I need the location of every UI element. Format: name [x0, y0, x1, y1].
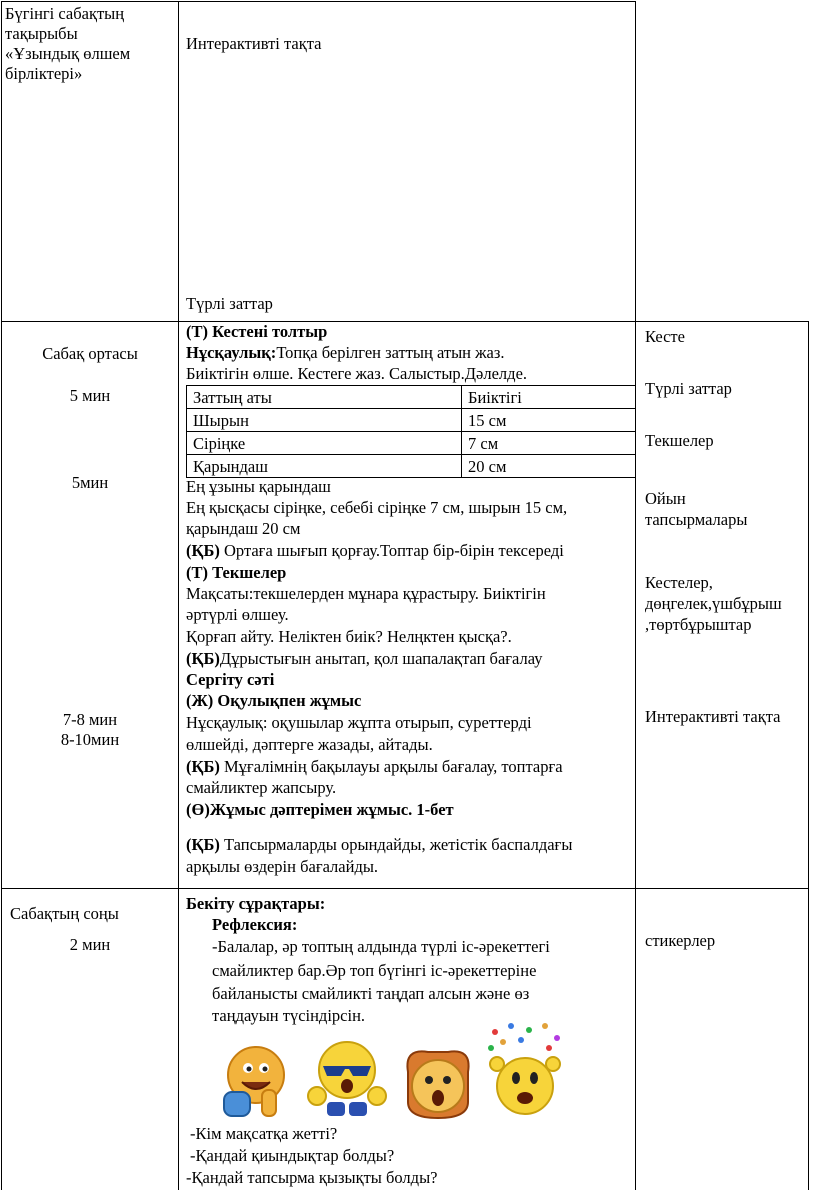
- resource-item: Кесте: [645, 327, 685, 346]
- resource-item: дөңгелек,үшбұрыш: [645, 594, 782, 613]
- table-header-cell: Биіктігі: [462, 386, 636, 409]
- interactive-board-label: Интерактивті тақта: [186, 34, 322, 53]
- instruction-line-1: [186, 343, 505, 363]
- confetti-smiley-icon: [485, 1022, 565, 1122]
- reflection-heading: Рефлексия:: [212, 915, 298, 934]
- table-cell: 20 см: [462, 455, 636, 478]
- textbook-work-heading: (Ж) Оқулықпен жұмыс: [186, 691, 362, 710]
- paragraph: Мақсаты:текшелерден мұнара құрастыру. Биіктігін: [186, 584, 546, 603]
- reflection-text: -Балалар, әр топтың алдында түрлі іс-әрекеттегі: [212, 937, 550, 956]
- reflection-text: байланысты смайликті таңдап алсын және өз: [212, 984, 530, 1003]
- assessment-label: (ҚБ): [186, 757, 220, 776]
- assessment-label: (ҚБ): [186, 541, 220, 560]
- col-divider-2: [635, 1, 636, 1190]
- question-item: -Кім мақсатқа жетті?: [190, 1124, 338, 1143]
- sunglasses-smiley-icon: [305, 1036, 390, 1122]
- reflection-text: таңдауын түсіндірсін.: [212, 1006, 366, 1025]
- assessment-text: Дұрыстығын анытап, қол шапалақтап бағалау: [219, 649, 543, 668]
- warmup-heading: Сергіту сәті: [186, 670, 275, 689]
- table-cell: 7 см: [462, 432, 636, 455]
- resource-item: Интерактивті тақта: [645, 707, 781, 726]
- top-border: [1, 1, 635, 2]
- paragraph: арқылы өздерін бағалайды.: [186, 857, 379, 876]
- assessment-line-4: [186, 835, 572, 855]
- assessment-text: Тапсырмаларды орындайды, жетістік баспалдағы: [219, 835, 573, 854]
- topic-line-2: тақырыбы: [5, 24, 78, 43]
- table-cell: Шырын: [187, 409, 462, 432]
- instruction-text: Топқа берілген заттың атын жаз.: [276, 343, 505, 362]
- table-cell: 15 см: [462, 409, 636, 432]
- task-heading-fill-table: (Т) Кестені толтыр: [186, 322, 328, 341]
- thumbs-up-smiley-icon: [218, 1040, 298, 1122]
- resource-item: Түрлі заттар: [645, 379, 732, 398]
- table-cell: Сіріңке: [187, 432, 462, 455]
- time-2min: 2 мин: [69, 935, 111, 954]
- lesson-middle-title: Сабақ ортасы: [42, 344, 138, 363]
- resource-item: Текшелер: [645, 431, 714, 450]
- time-8-10min: 8-10мин: [60, 730, 120, 749]
- stickers-resource: стикерлер: [645, 931, 716, 950]
- reflection-text: смайликтер бар.Әр топ бүгінгі іс-әрекеттеріне: [212, 961, 537, 980]
- assessment-label: (ҚБ): [186, 835, 220, 854]
- time-5min-1: 5 мин: [69, 386, 111, 405]
- paragraph: смайликтер жапсыру.: [186, 778, 337, 797]
- resource-item: Кестелер,: [645, 573, 713, 592]
- topic-line-4: бірліктері»: [5, 64, 83, 83]
- time-7-8min: 7-8 мин: [62, 710, 118, 729]
- workbook-heading: (Ө)Жұмыс дәптерімен жұмыс. 1-бет: [186, 800, 454, 819]
- paragraph: Нұсқаулық: оқушылар жұпта отырып, суреттерді: [186, 713, 532, 732]
- lesson-end-title: Сабақтың соңы: [10, 904, 119, 923]
- resource-item: Ойын: [645, 489, 686, 508]
- measurement-table: [186, 385, 636, 478]
- instruction-line-2: Биіктігін өлше. Кестеге жаз. Салыстыр.Дәлелде.: [186, 364, 528, 383]
- paragraph: Ең қысқасы сіріңке, себебі сіріңке 7 см, шырын 15 см,: [186, 498, 568, 517]
- paragraph: Ең ұзыны қарындаш: [186, 477, 331, 496]
- col-divider-1: [178, 1, 179, 1190]
- paragraph: өлшейді, дәптерге жазады, айтады.: [186, 735, 433, 754]
- table-row: [187, 409, 636, 432]
- task-heading-cubes: (Т) Текшелер: [186, 563, 287, 582]
- time-5min-2: 5мин: [71, 473, 109, 492]
- review-questions-heading: Бекіту сұрақтары:: [186, 894, 326, 913]
- row-divider-1: [1, 321, 808, 322]
- topic-line-1: Бүгінгі сабақтың: [5, 4, 125, 23]
- table-row: [187, 455, 636, 478]
- resource-item: тапсырмалары: [645, 510, 748, 529]
- topic-line-3: «Ұзындық өлшем: [5, 44, 131, 63]
- resource-item: ,төртбұрыштар: [645, 615, 752, 634]
- paragraph: қарындаш 20 см: [186, 519, 301, 538]
- table-header-row: [187, 386, 636, 409]
- question-item: -Қандай қиындықтар болды?: [190, 1146, 395, 1165]
- table-header-cell: Заттың аты: [187, 386, 462, 409]
- row-divider-2: [1, 888, 808, 889]
- table-row: [187, 432, 636, 455]
- assessment-line-3: [186, 757, 563, 777]
- left-border: [1, 1, 2, 1190]
- assessment-label: (ҚБ): [186, 649, 220, 668]
- right-border: [808, 321, 809, 1190]
- various-items-label: Түрлі заттар: [186, 294, 273, 313]
- surprised-smiley-icon: [398, 1042, 478, 1122]
- assessment-text: Ортаға шығып қорғау.Топтар бір-бірін тексереді: [219, 541, 564, 560]
- assessment-text: Мұғалімнің бақылауы арқылы бағалау, топтарға: [219, 757, 563, 776]
- question-item: -Қандай тапсырма қызықты болды?: [186, 1168, 438, 1187]
- paragraph: Қорғап айту. Неліктен биік? Нелңктен қысқа?.: [186, 627, 512, 646]
- paragraph: әртүрлі өлшеу.: [186, 605, 289, 624]
- assessment-line-2: [186, 649, 542, 669]
- table-cell: Қарындаш: [187, 455, 462, 478]
- instruction-label: Нұсқаулық:: [186, 343, 277, 362]
- assessment-line-1: [186, 541, 564, 561]
